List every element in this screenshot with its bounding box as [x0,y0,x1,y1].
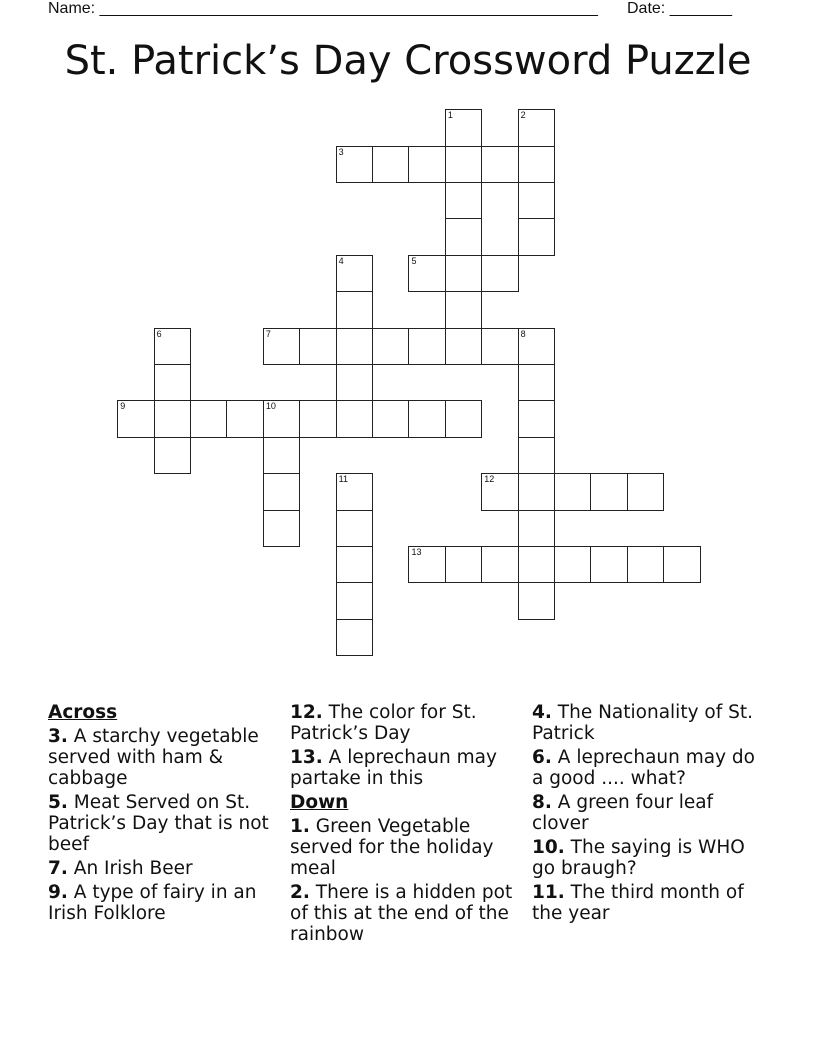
crossword-cell[interactable] [590,473,627,510]
name-field[interactable]: Name: ________________________________________________________ [48,0,598,17]
clue-text: An Irish Beer [73,858,193,879]
date-field[interactable]: Date: _______ [627,0,732,17]
clue-across-13 [290,747,526,789]
crossword-cell[interactable] [263,437,300,474]
clue-across-7 [48,858,284,879]
clue-text: A green four leaf clover [532,792,714,834]
crossword-cell[interactable] [336,582,373,619]
cell-number: 7 [265,328,271,339]
crossword-cell[interactable] [481,146,518,183]
clue-down-2 [290,882,526,945]
clue-text: A leprechaun may do a good .... what? [532,747,755,789]
clue-across-12 [290,702,526,744]
clue-down-8 [532,792,768,834]
crossword-cell[interactable] [336,328,373,365]
clue-across-9 [48,882,284,924]
crossword-cell[interactable] [445,218,482,255]
down-heading: Down [290,792,349,813]
clue-number: 13. [290,747,323,768]
clue-down-4 [532,702,768,744]
clue-text: A leprechaun may partake in this [290,747,497,789]
clue-number: 10. [532,837,565,858]
across-heading: Across [48,702,118,723]
crossword-cell[interactable] [518,473,555,510]
crossword-cell[interactable] [154,437,191,474]
crossword-cell[interactable] [372,328,409,365]
clue-number: 8. [532,792,552,813]
clue-text: The third month of the year [532,882,744,924]
crossword-cell[interactable] [263,510,300,547]
crossword-cell[interactable] [518,510,555,547]
cell-number: 8 [520,328,526,339]
crossword-cell[interactable] [336,400,373,437]
cell-number: 10 [265,401,276,412]
crossword-cell[interactable] [481,255,518,292]
crossword-cell[interactable] [299,400,336,437]
cell-number: 11 [338,474,348,485]
crossword-cell[interactable] [117,400,154,437]
cell-number: 1 [447,110,453,121]
crossword-cell[interactable] [481,328,518,365]
crossword-cell[interactable] [408,400,445,437]
crossword-cell[interactable] [263,328,300,365]
crossword-cell[interactable] [154,400,191,437]
crossword-cell[interactable] [518,582,555,619]
cell-number: 4 [338,255,344,266]
crossword-cell[interactable] [590,546,627,583]
crossword-cell[interactable] [663,546,700,583]
clue-down-1 [290,816,526,879]
clue-text: A type of fairy in an Irish Folklore [48,882,257,924]
cell-number: 5 [411,255,417,266]
clue-text: The color for St. Patrick’s Day [290,702,477,744]
crossword-cell[interactable] [408,546,445,583]
crossword-cell[interactable] [445,400,482,437]
crossword-cell[interactable] [445,255,482,292]
clues-column-3 [532,702,768,927]
crossword-cell[interactable] [518,182,555,219]
clue-number: 9. [48,882,68,903]
crossword-cell[interactable] [299,328,336,365]
clue-down-10 [532,837,768,879]
clue-number: 4. [532,702,552,723]
crossword-cell[interactable] [408,255,445,292]
cell-number: 9 [120,401,126,412]
crossword-cell[interactable] [263,473,300,510]
clue-text: A starchy vegetable served with ham & cabbage [48,726,259,789]
clues-column-2 [290,702,526,948]
crossword-cell[interactable] [263,400,300,437]
crossword-cell[interactable] [518,109,555,146]
crossword-cell[interactable] [445,546,482,583]
clue-text: Meat Served on St. Patrick’s Day that is not beef [48,792,269,855]
crossword-cell[interactable] [518,437,555,474]
crossword-cell[interactable] [336,364,373,401]
crossword-cell[interactable] [154,328,191,365]
crossword-cell[interactable] [518,328,555,365]
clue-number: 7. [48,858,68,879]
crossword-cell[interactable] [154,364,191,401]
crossword-cell[interactable] [481,473,518,510]
crossword-cell[interactable] [336,473,373,510]
clue-number: 5. [48,792,68,813]
crossword-cell[interactable] [518,546,555,583]
crossword-cell[interactable] [518,218,555,255]
cell-number: 2 [520,110,526,121]
crossword-cell[interactable] [627,473,664,510]
crossword-cell[interactable] [554,546,591,583]
crossword-cell[interactable] [518,400,555,437]
crossword-cell[interactable] [226,400,263,437]
clue-down-11 [532,882,768,924]
crossword-cell[interactable] [445,328,482,365]
crossword-cell[interactable] [336,146,373,183]
crossword-cell[interactable] [408,146,445,183]
clue-number: 1. [290,816,310,837]
cell-number: 6 [156,328,162,339]
crossword-cell[interactable] [408,328,445,365]
crossword-cell[interactable] [336,291,373,328]
crossword-cell[interactable] [336,255,373,292]
crossword-cell[interactable] [372,146,409,183]
clue-text: The Nationality of St. Patrick [532,702,753,744]
clue-across-3 [48,726,284,789]
crossword-cell[interactable] [554,473,591,510]
crossword-cell[interactable] [336,510,373,547]
clue-down-6 [532,747,768,789]
cell-number: 3 [338,146,344,157]
clue-number: 3. [48,726,68,747]
crossword-cell[interactable] [336,546,373,583]
crossword-cell[interactable] [445,291,482,328]
crossword-cell[interactable] [445,146,482,183]
clue-number: 2. [290,882,310,903]
crossword-cell[interactable] [518,146,555,183]
crossword-cell[interactable] [445,109,482,146]
crossword-cell[interactable] [445,182,482,219]
clue-text: There is a hidden pot of this at the end of the rainbow [290,882,513,945]
crossword-cell[interactable] [518,364,555,401]
clue-text: The saying is WHO go braugh? [532,837,745,879]
crossword-cell[interactable] [627,546,664,583]
clues-column-1 [48,702,284,927]
clue-number: 11. [532,882,565,903]
page-title: St. Patrick’s Day Crossword Puzzle [64,38,752,84]
clue-number: 6. [532,747,552,768]
clue-number: 12. [290,702,323,723]
crossword-cell[interactable] [190,400,227,437]
clue-text: Green Vegetable served for the holiday meal [290,816,494,879]
crossword-cell[interactable] [481,546,518,583]
crossword-cell[interactable] [372,400,409,437]
crossword-cell[interactable] [336,619,373,656]
clue-across-5 [48,792,284,855]
cell-number: 12 [484,474,495,485]
cell-number: 13 [411,547,422,558]
